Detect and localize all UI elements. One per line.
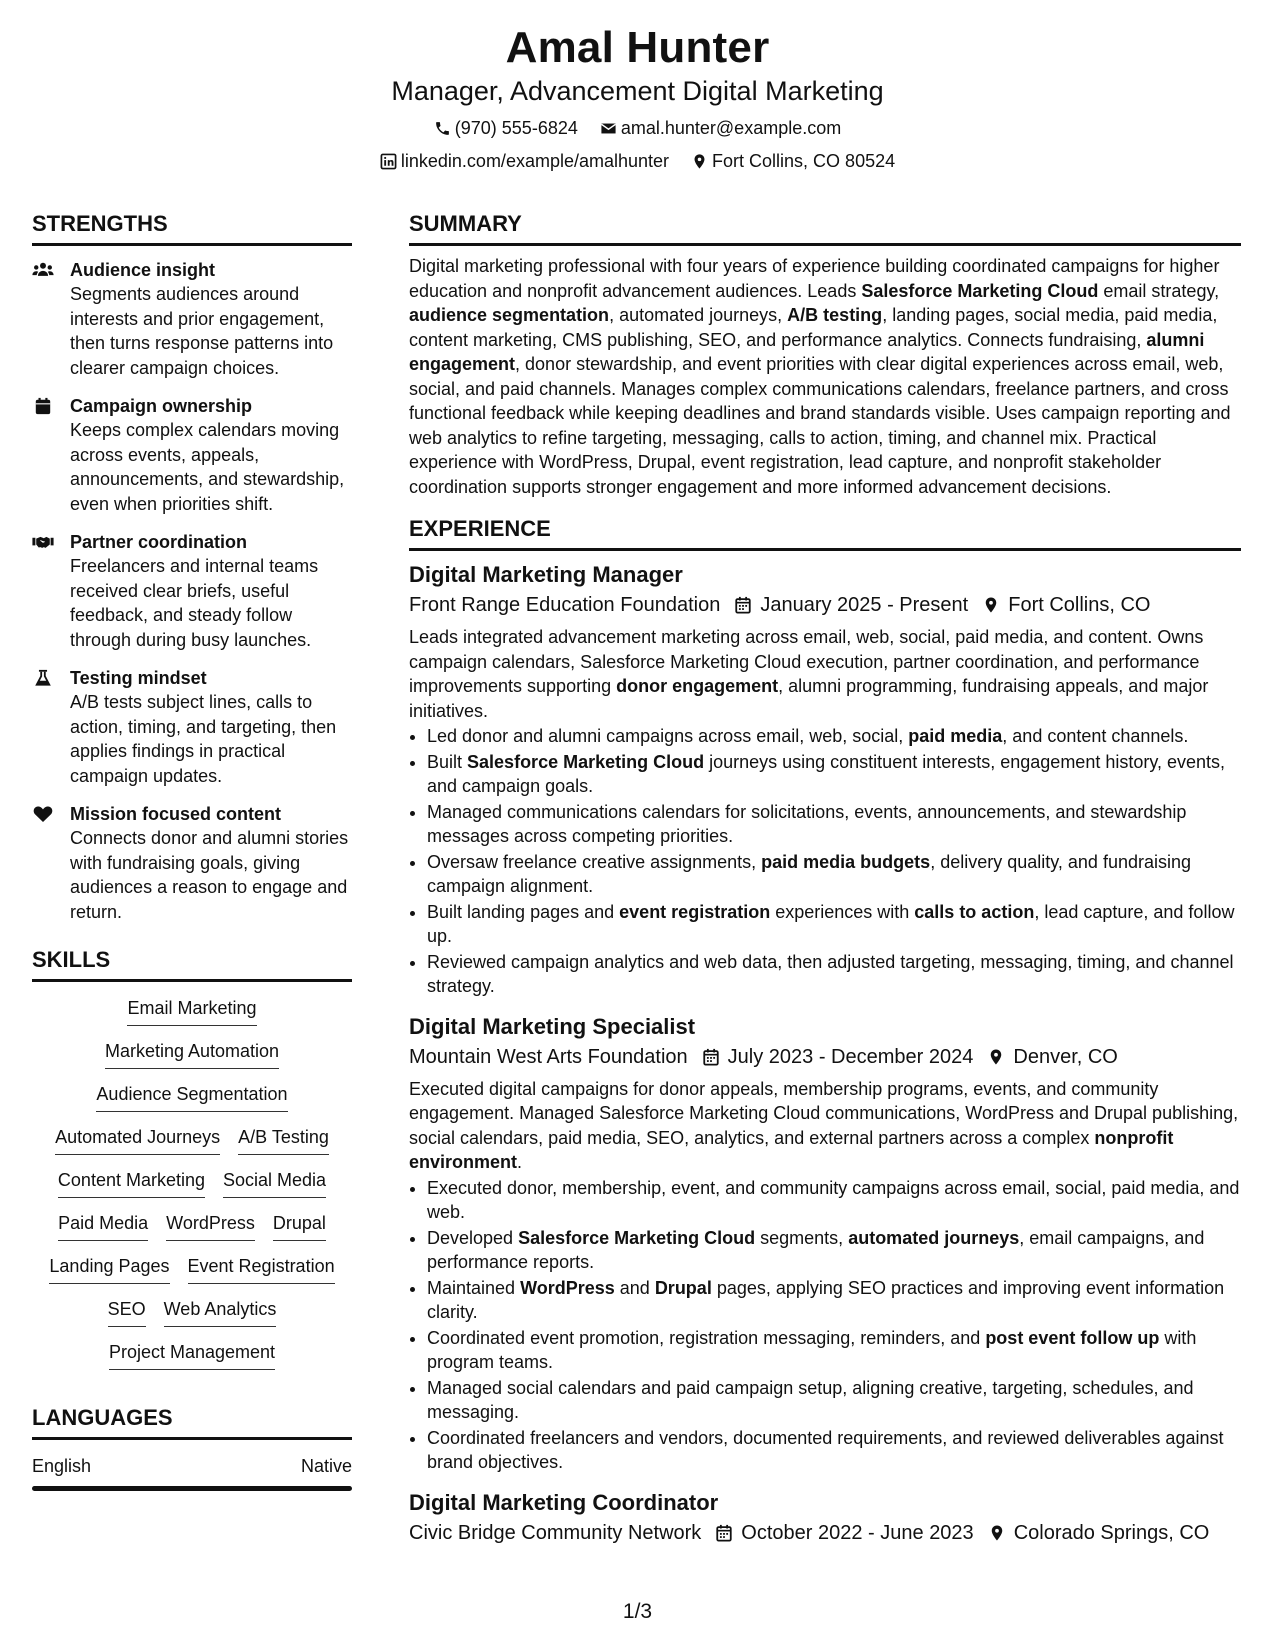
skills-row (32, 1168, 352, 1198)
job-bullet: • Built landing pages and event registration experiences with calls to action, lead capture, and follow up. (427, 900, 1241, 949)
candidate-name: Amal Hunter (505, 23, 770, 72)
job-dates-text: October 2022 - June 2023 (741, 1521, 974, 1544)
envelope-icon (600, 120, 617, 137)
bold-keyword: paid media budgets (761, 851, 931, 872)
skills-row (32, 1211, 352, 1241)
job-location (988, 1519, 1210, 1547)
location-text: Fort Collins, CO 80524 (712, 151, 896, 171)
job-location (987, 1043, 1117, 1071)
skills-row (32, 1340, 352, 1370)
experience-heading: EXPERIENCE (409, 515, 1241, 551)
bold-keyword: paid media (908, 726, 1003, 746)
skill-tag: Paid Media (58, 1211, 148, 1241)
skills-row (32, 1039, 352, 1069)
job-location (982, 591, 1150, 619)
job-organization: Civic Bridge Community Network (409, 1521, 702, 1544)
skills-row (32, 996, 352, 1026)
skill-tag: Automated Journeys (55, 1125, 220, 1155)
bold-keyword: audience segmentation (409, 305, 610, 325)
strengths-list (32, 258, 352, 924)
map-pin-icon (987, 1047, 1005, 1067)
skill-tag: Event Registration (188, 1254, 335, 1284)
bold-keyword: WordPress (520, 1277, 615, 1298)
contact-row-2 (0, 149, 1275, 173)
job-dates (734, 591, 968, 619)
job-bullet: • Led donor and alumni campaigns across email, web, social, paid media, and content channels. (427, 724, 1241, 749)
candidate-title: Manager, Advancement Digital Marketing (391, 76, 884, 106)
job-bullets (409, 1176, 1241, 1475)
strength-item (32, 802, 352, 924)
job-bullet: • Managed social calendars and paid campaign setup, aligning creative, targeting, schedules, and messaging. (427, 1376, 1241, 1425)
job-dates (715, 1519, 973, 1547)
strength-title: Testing mindset (70, 668, 207, 688)
job-dates-text: July 2023 - December 2024 (727, 1045, 974, 1068)
phone-contact[interactable] (434, 116, 578, 140)
strengths-heading: STRENGTHS (32, 210, 352, 246)
calendar-icon (715, 1523, 733, 1543)
bold-keyword: post event follow up (985, 1327, 1160, 1348)
linkedin-contact[interactable] (380, 149, 669, 173)
strength-item (32, 530, 352, 652)
strength-desc: Freelancers and internal teams received clear briefs, useful feedback, and steady follow through during busy launches. (70, 556, 319, 650)
job-entry (409, 1489, 1241, 1547)
email-text: amal.hunter@example.com (620, 118, 842, 138)
job-location-text: Denver, CO (1013, 1045, 1118, 1068)
bold-keyword: Salesforce Marketing Cloud (518, 1227, 756, 1248)
job-title: Digital Marketing Manager (409, 562, 683, 587)
linkedin-text: linkedin.com/example/amalhunter (400, 151, 670, 171)
languages-heading: LANGUAGES (32, 1404, 352, 1440)
skills-row (32, 1082, 352, 1112)
bold-keyword: calls to action (914, 901, 1035, 922)
job-entry (409, 561, 1241, 999)
language-level: Native (300, 1456, 352, 1476)
skill-tag: Marketing Automation (105, 1039, 279, 1069)
job-bullet: • Executed donor, membership, event, and community campaigns across email, social, paid media, and web. (427, 1176, 1241, 1225)
strength-title: Campaign ownership (70, 396, 253, 416)
job-title: Digital Marketing Specialist (409, 1013, 696, 1039)
job-description: Leads integrated advancement marketing across email, web, social, paid media, and content. Owns campaign calendars, Salesforce Marketing Cloud execution, partner coordination, and performance improvements supporting donor engagement, alumni programming, fundraising appeals, and major initiatives. (409, 627, 1209, 721)
language-name: English (32, 1456, 92, 1476)
job-description: Executed digital campaigns for donor appeals, membership programs, events, and community engagement. Managed Salesforce Marketing Cloud communications, WordPress and Drupal publishing, social calendars, paid media, SEO, analytics, and external partners across a complex nonprofit environment. (409, 1078, 1239, 1172)
resume-header (0, 22, 1275, 173)
skills-list (32, 996, 352, 1370)
email-contact[interactable] (600, 116, 841, 140)
bold-keyword: event registration (619, 901, 771, 922)
experience-list (409, 561, 1241, 1547)
job-organization: Mountain West Arts Foundation (409, 1045, 688, 1068)
strength-desc: Segments audiences around interests and prior engagement, then turns response patterns into clearer campaign choices. (70, 284, 334, 378)
job-bullet: • Developed Salesforce Marketing Cloud segments, automated journeys, email campaigns, and performance reports. (427, 1226, 1241, 1275)
strength-desc: Keeps complex calendars moving across events, appeals, announcements, and stewardship, even when priorities shift. (70, 420, 345, 514)
strength-item (32, 394, 352, 516)
bold-keyword: A/B testing (787, 305, 883, 325)
strength-desc: Connects donor and alumni stories with fundraising goals, giving audiences a reason to engage and return. (70, 828, 349, 922)
strength-desc: A/B tests subject lines, calls to action, timing, and targeting, then applies findings in practical campaign updates. (70, 692, 337, 786)
job-bullet: • Coordinated event promotion, registration messaging, reminders, and post event follow up with program teams. (427, 1326, 1241, 1375)
skills-heading: SKILLS (32, 946, 352, 982)
page-number: 1/3 (622, 1600, 653, 1623)
bold-keyword: Salesforce Marketing Cloud (467, 751, 705, 772)
skills-row (32, 1297, 352, 1327)
calendar-icon (32, 397, 54, 415)
job-bullet: • Built Salesforce Marketing Cloud journeys using constituent interests, engagement history, events, and campaign goals. (427, 750, 1241, 799)
flask-icon (32, 669, 54, 687)
skill-tag: Content Marketing (58, 1168, 205, 1198)
job-organization: Front Range Education Foundation (409, 594, 721, 616)
language-row (32, 1454, 352, 1478)
map-pin-icon (988, 1523, 1006, 1543)
strength-title: Mission focused content (70, 804, 282, 824)
job-location-text: Colorado Springs, CO (1013, 1521, 1210, 1544)
location-contact (691, 149, 895, 173)
job-meta (409, 1043, 1241, 1071)
map-pin-icon (691, 153, 708, 170)
job-location-text: Fort Collins, CO (1008, 594, 1151, 616)
job-bullet: • Managed communications calendars for solicitations, events, announcements, and stewardship messages across competing priorities. (427, 800, 1241, 849)
bold-keyword: Drupal (654, 1277, 712, 1298)
skill-tag: Audience Segmentation (96, 1082, 287, 1112)
job-bullet: • Coordinated freelancers and vendors, documented requirements, and reviewed deliverables against brand objectives. (427, 1426, 1241, 1475)
skills-row (32, 1125, 352, 1155)
job-bullet: • Reviewed campaign analytics and web data, then adjusted targeting, messaging, timing, and channel strategy. (427, 950, 1241, 999)
right-column (409, 210, 1241, 1547)
users-icon (32, 261, 54, 279)
calendar-icon (734, 595, 752, 615)
phone-text: (970) 555-6824 (454, 118, 578, 138)
bold-keyword: donor engagement (616, 676, 779, 696)
linkedin-icon (380, 153, 397, 170)
skill-tag: SEO (108, 1297, 146, 1327)
bold-keyword: automated journeys (848, 1227, 1020, 1248)
job-dates (702, 1043, 974, 1071)
bold-keyword: alumni engagement (409, 329, 1205, 374)
strength-item (32, 666, 352, 788)
job-bullet: • Maintained WordPress and Drupal pages, applying SEO practices and improving event information clarity. (427, 1276, 1241, 1325)
job-dates-text: January 2025 - Present (760, 594, 969, 616)
skill-tag: Web Analytics (164, 1297, 277, 1327)
job-title: Digital Marketing Coordinator (409, 1489, 719, 1515)
strength-title: Partner coordination (70, 532, 248, 552)
calendar-icon (702, 1047, 720, 1067)
skill-tag: Project Management (109, 1340, 275, 1370)
summary-heading: SUMMARY (409, 210, 1241, 246)
job-meta (409, 1519, 1241, 1547)
job-entry (409, 1013, 1241, 1475)
heart-icon (32, 805, 54, 823)
skill-tag: Social Media (223, 1168, 326, 1198)
job-bullet: • Oversaw freelance creative assignments, paid media budgets, delivery quality, and fundraising campaign alignment. (427, 850, 1241, 899)
skill-tag: WordPress (166, 1211, 255, 1241)
map-pin-icon (982, 595, 1000, 615)
skill-tag: Drupal (273, 1211, 326, 1241)
skill-tag: Landing Pages (49, 1254, 169, 1284)
strength-title: Audience insight (70, 260, 216, 280)
job-meta (409, 591, 1241, 619)
skill-tag: A/B Testing (238, 1125, 329, 1155)
contact-row-1 (0, 116, 1275, 140)
job-bullets (409, 724, 1241, 999)
bold-keyword: Salesforce Marketing Cloud (861, 280, 1099, 301)
skills-row (32, 1254, 352, 1284)
summary-text: Digital marketing professional with four years of experience building coordinated campaigns for higher education and nonprofit advancement audiences. Leads Salesforce Marketing Cloud email strategy, audience segmentation, automated journeys, A/B testing, landing pages, social media, paid media, content marketing, CMS publishing, SEO, and performance analytics. Connects fundraising, alumni engagement, donor stewardship, and event priorities with clear digital experiences across email, web, social, and paid channels. Manages complex communications calendars, freelance partners, and cross functional feedback while keeping deadlines and brand standards visible. Uses campaign reporting and web analytics to refine targeting, messaging, calls to action, timing, and channel mix. Practical experience with WordPress, Drupal, event registration, lead capture, and nonprofit stakeholder coordination supports stronger engagement and more informed advancement decisions. (409, 256, 1231, 497)
strength-item (32, 258, 352, 380)
skill-tag: Email Marketing (127, 996, 256, 1026)
handshake-icon (32, 533, 54, 551)
language-proficiency-bar (32, 1486, 352, 1491)
bold-keyword: nonprofit environment (409, 1127, 1174, 1172)
phone-icon (434, 120, 451, 137)
left-column (32, 210, 352, 1491)
